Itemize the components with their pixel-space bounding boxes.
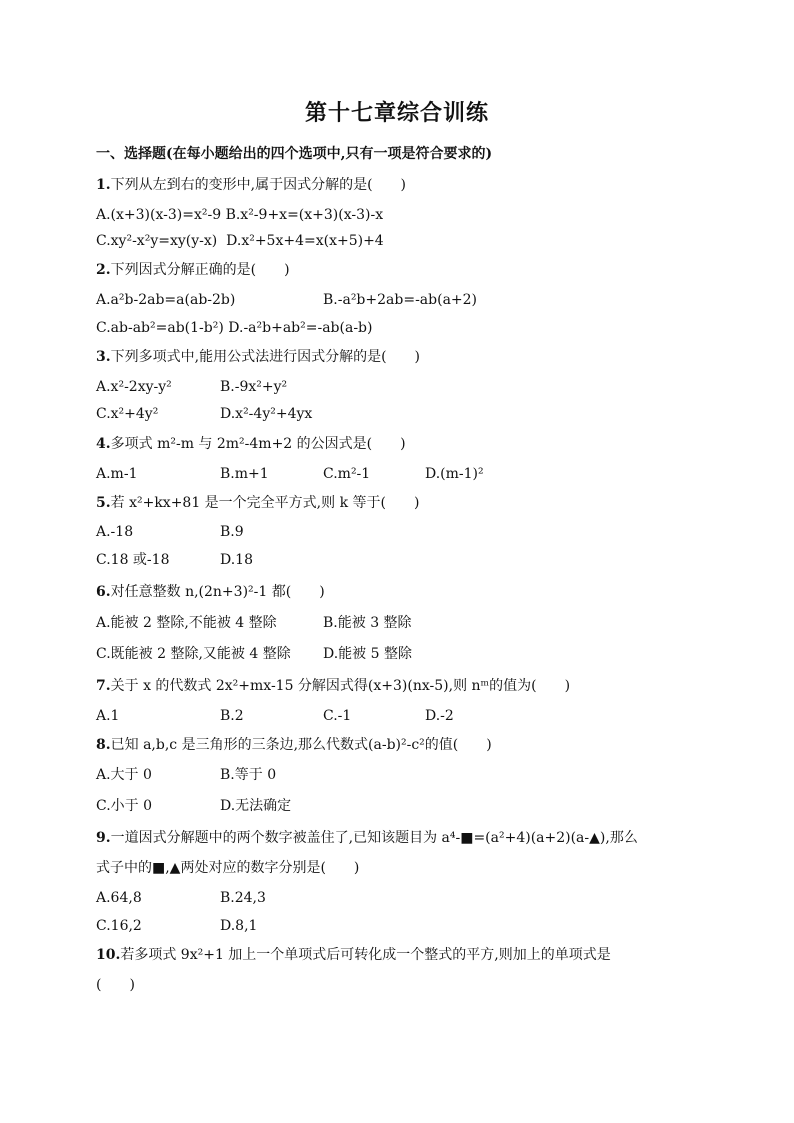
question-4-option-a: A.m-1 xyxy=(96,466,138,482)
question-4 xyxy=(96,434,406,454)
question-number: 1. xyxy=(96,177,111,193)
question-7-option-b: B.2 xyxy=(220,708,244,724)
page-title: 第十七章综合训练 xyxy=(304,100,489,126)
question-9-option-b: B.24,3 xyxy=(220,890,266,906)
question-number: 2. xyxy=(96,262,111,278)
option-d: D.x²+5x+4=x(x+5)+4 xyxy=(226,233,384,249)
question-6-option-d: D.能被 5 整除 xyxy=(323,646,412,662)
question-6 xyxy=(96,582,325,602)
question-stem: 对任意整数 n,(2n+3)²-1 都( ) xyxy=(110,584,325,600)
question-stem: 关于 x 的代数式 2x²+mx-15 分解因式得(x+3)(nx-5),则 nᵐ的值为( ) xyxy=(110,678,571,694)
question-8-option-a: A.大于 0 xyxy=(96,767,152,783)
question-number: 4. xyxy=(96,436,111,452)
question-stem: 下列因式分解正确的是( ) xyxy=(110,262,290,278)
question-2 xyxy=(96,260,290,280)
question-stem: 若多项式 9x²+1 加上一个单项式后可转化成一个整式的平方,则加上的单项式是 xyxy=(120,947,611,963)
question-number: 8. xyxy=(96,737,111,753)
question-stem: 下列从左到右的变形中,属于因式分解的是( ) xyxy=(110,177,406,193)
question-2-options-row2 xyxy=(96,318,372,338)
question-6-option-a: A.能被 2 整除,不能被 4 整除 xyxy=(96,615,277,631)
question-stem: 已知 a,b,c 是三角形的三条边,那么代数式(a-b)²-c²的值( ) xyxy=(110,737,492,753)
option-c: C.xy²-x²y=xy(y-x) xyxy=(96,233,218,249)
question-6-option-b: B.能被 3 整除 xyxy=(323,615,412,631)
question-number: 7. xyxy=(96,678,111,694)
question-5-option-d: D.18 xyxy=(220,552,253,568)
question-number: 3. xyxy=(96,349,111,365)
question-1-options-row1 xyxy=(96,205,383,225)
question-stem: 下列多项式中,能用公式法进行因式分解的是( ) xyxy=(110,349,420,365)
question-3-option-d: D.x²-4y²+4yx xyxy=(220,406,313,422)
question-7-option-c: C.-1 xyxy=(323,708,352,724)
question-3-option-a: A.x²-2xy-y² xyxy=(96,379,172,395)
question-3-option-c: C.x²+4y² xyxy=(96,406,159,422)
question-9-option-c: C.16,2 xyxy=(96,918,142,934)
question-3-option-b: B.-9x²+y² xyxy=(220,379,288,395)
question-9-option-a: A.64,8 xyxy=(96,890,142,906)
question-6-option-c: C.既能被 2 整除,又能被 4 整除 xyxy=(96,646,291,662)
question-8 xyxy=(96,735,492,755)
question-8-option-c: C.小于 0 xyxy=(96,798,153,814)
option-c: C.ab-ab²=ab(1-b²) xyxy=(96,320,224,336)
question-stem: 若 x²+kx+81 是一个完全平方式,则 k 等于( ) xyxy=(110,495,420,511)
question-1 xyxy=(96,175,406,195)
option-a: A.(x+3)(x-3)=x²-9 xyxy=(96,207,222,223)
question-number: 10. xyxy=(96,947,121,963)
question-number: 6. xyxy=(96,584,111,600)
question-4-option-c: C.m²-1 xyxy=(323,466,371,482)
question-5-option-a: A.-18 xyxy=(96,524,134,540)
question-7-option-d: D.-2 xyxy=(425,708,454,724)
question-2-option-a: A.a²b-2ab=a(ab-2b) xyxy=(96,292,236,308)
question-number: 5. xyxy=(96,495,111,511)
question-7-option-a: A.1 xyxy=(96,708,120,724)
section-heading: 一、选择题(在每小题给出的四个选项中,只有一项是符合要求的) xyxy=(96,146,493,162)
question-9 xyxy=(96,828,638,848)
question-stem: 多项式 m²-m 与 2m²-4m+2 的公因式是( ) xyxy=(110,436,406,452)
question-1-options-row2 xyxy=(96,231,384,251)
question-9-option-d: D.8,1 xyxy=(220,918,258,934)
question-stem: 一道因式分解题中的两个数字被盖住了,已知该题目为 a⁴-■=(a²+4)(a+2)(a-▲),那么 xyxy=(110,830,638,846)
question-7 xyxy=(96,676,570,696)
question-10-stem-continued: ( ) xyxy=(96,977,135,993)
question-5 xyxy=(96,493,419,513)
question-5-option-c: C.18 或-18 xyxy=(96,552,170,568)
question-4-option-d: D.(m-1)² xyxy=(425,466,484,482)
question-5-option-b: B.9 xyxy=(220,524,244,540)
question-8-option-b: B.等于 0 xyxy=(220,767,277,783)
question-8-option-d: D.无法确定 xyxy=(220,798,292,814)
option-b: B.x²-9+x=(x+3)(x-3)-x xyxy=(225,207,384,223)
question-2-option-b: B.-a²b+2ab=-ab(a+2) xyxy=(323,292,478,308)
question-3 xyxy=(96,347,420,367)
question-9-stem-continued: 式子中的■,▲两处对应的数字分别是( ) xyxy=(96,860,360,876)
question-number: 9. xyxy=(96,830,111,846)
question-4-option-b: B.m+1 xyxy=(220,466,269,482)
option-d: D.-a²b+ab²=-ab(a-b) xyxy=(228,320,373,336)
question-10 xyxy=(96,945,611,965)
